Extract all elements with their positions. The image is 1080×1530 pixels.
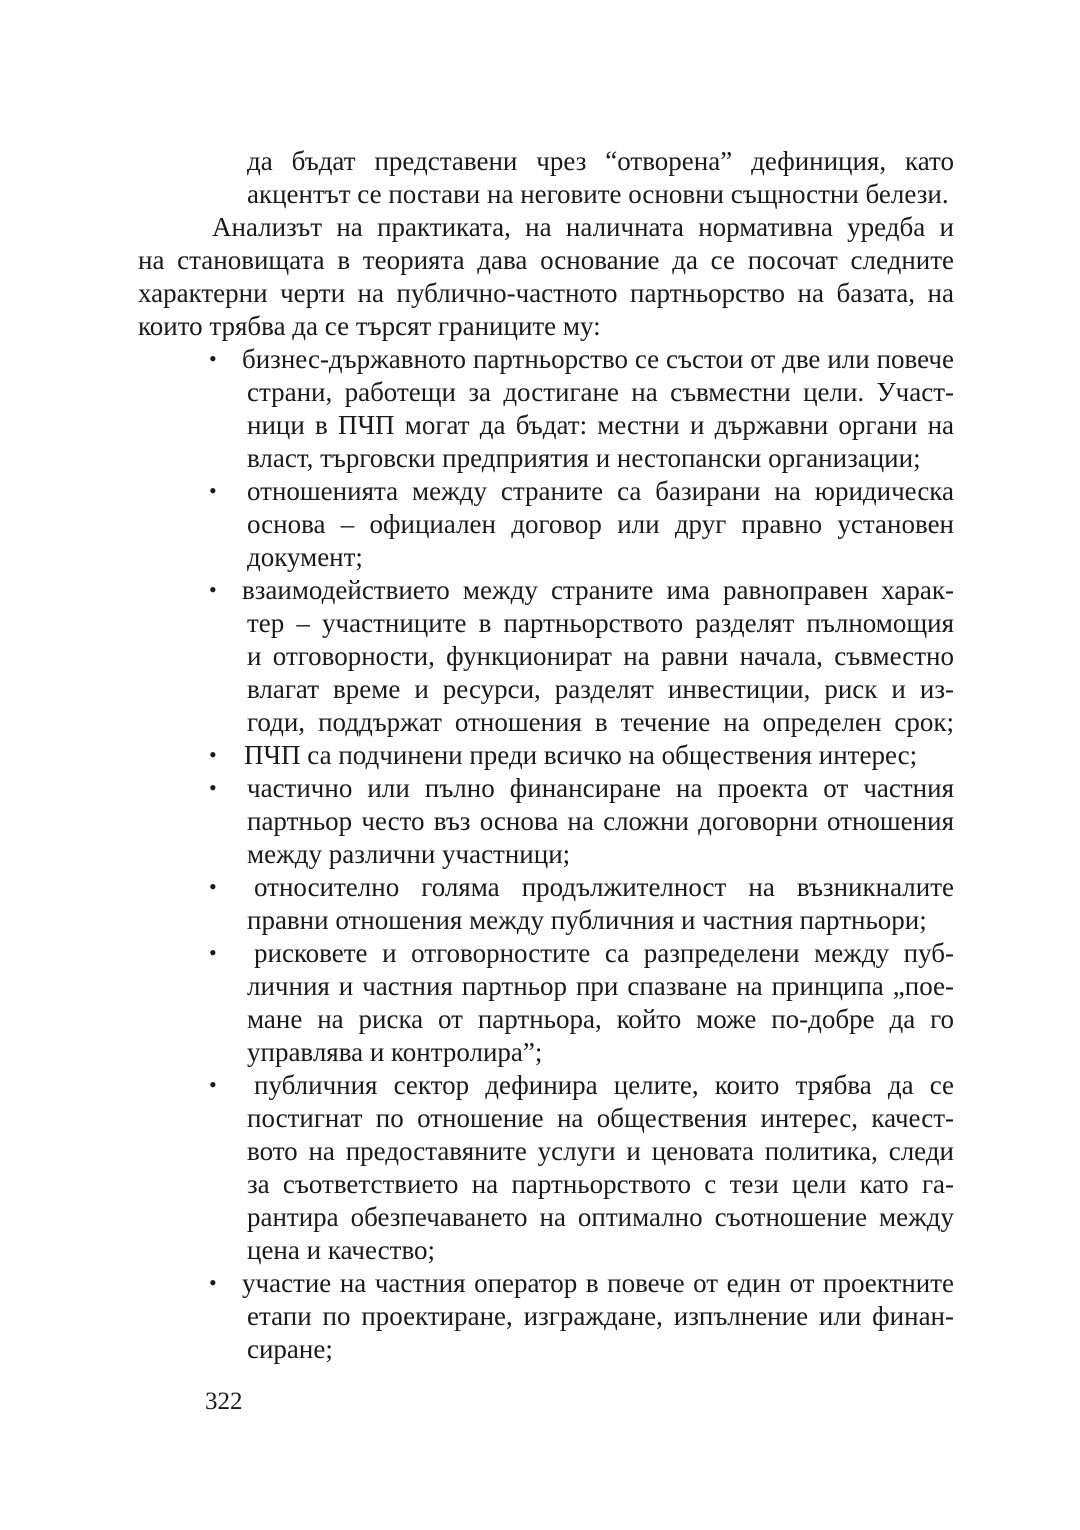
- text-line: участие на частния оператор в повече от един от проектните: [242, 1268, 954, 1298]
- text-line: рантира обезпечаването на оптимално съотношение между: [247, 1202, 954, 1232]
- bullet-marker: •: [209, 775, 217, 800]
- bullet-marker: •: [209, 1072, 217, 1097]
- text-line: страни, работещи за достигане на съвместни цели. Участ-: [247, 377, 954, 407]
- text-line: мане на риска от партньора, който може по-добре да го: [247, 1004, 954, 1034]
- text-line: които трябва да се търсят границите му:: [138, 311, 601, 341]
- bullet-marker: •: [209, 1270, 217, 1295]
- text-line: документ;: [247, 542, 363, 572]
- text-line: относително голяма продължителност на възникналите: [254, 872, 954, 902]
- text-line: бизнес-държавното партньорство се състои от две или повече: [242, 344, 954, 374]
- text-line: етапи по проектиране, изграждане, изпълнение или финан-: [247, 1301, 954, 1331]
- text-line: рисковете и отговорностите са разпределени между пуб-: [254, 938, 954, 968]
- text-line: сиране;: [247, 1334, 333, 1364]
- text-line: за съответствието на партньорството с тези цели като га-: [247, 1169, 954, 1199]
- bullet-marker: •: [209, 742, 217, 767]
- text-line: влагат време и ресурси, разделят инвестиции, риск и из-: [247, 674, 954, 704]
- text-line: на становищата в теорията дава основание да се посочат следните: [138, 245, 954, 275]
- text-line: акцентът се постави на неговите основни същностни белези.: [247, 179, 949, 209]
- text-line: партньор често въз основа на сложни договорни отношения: [247, 806, 954, 836]
- text-line: тер – участниците в партньорството разделят пълномощия: [247, 608, 954, 638]
- text-line: Анализът на практиката, на наличната нормативна уредба и: [212, 212, 954, 242]
- bullet-marker: •: [209, 346, 217, 371]
- text-line: власт, търговски предприятия и нестопански организации;: [247, 443, 921, 473]
- text-line: частично или пълно финансиране на проекта от частния: [247, 773, 954, 803]
- bullet-marker: •: [209, 874, 217, 899]
- text-line: ПЧП са подчинени преди всичко на обществения интерес;: [244, 740, 918, 770]
- text-line: да бъдат представени чрез “отворена” дефиниция, като: [247, 146, 954, 176]
- text-line: личния и частния партньор при спазване на принципа „пое-: [247, 971, 954, 1001]
- text-line: цена и качество;: [247, 1235, 436, 1265]
- text-line: отношенията между страните са базирани на юридическа: [247, 476, 954, 506]
- text-line: постигнат по отношение на обществения интерес, качест-: [247, 1103, 954, 1133]
- text-line: ници в ПЧП могат да бъдат: местни и държавни органи на: [247, 410, 954, 440]
- bullet-marker: •: [209, 940, 217, 965]
- bullet-marker: •: [209, 478, 217, 503]
- text-line: характерни черти на публично-частното партньорство на базата, на: [138, 278, 954, 308]
- text-line: вото на предоставяните услуги и ценовата политика, следи: [247, 1136, 954, 1166]
- text-line: взаимодействието между страните има равноправен харак-: [242, 575, 954, 605]
- text-line: основа – официален договор или друг правно установен: [247, 509, 954, 539]
- bullet-marker: •: [209, 577, 217, 602]
- text-line: годи, поддържат отношения в течение на определен срок;: [247, 707, 954, 737]
- text-line: управлява и контролира”;: [247, 1037, 543, 1067]
- text-line: между различни участници;: [247, 839, 571, 869]
- text-line: публичния сектор дефинира целите, които трябва да се: [254, 1070, 954, 1100]
- page-number: 322: [205, 1388, 243, 1415]
- text-line: и отговорности, функционират на равни начала, съвместно: [247, 641, 954, 671]
- text-line: правни отношения между публичния и частния партньори;: [247, 905, 927, 935]
